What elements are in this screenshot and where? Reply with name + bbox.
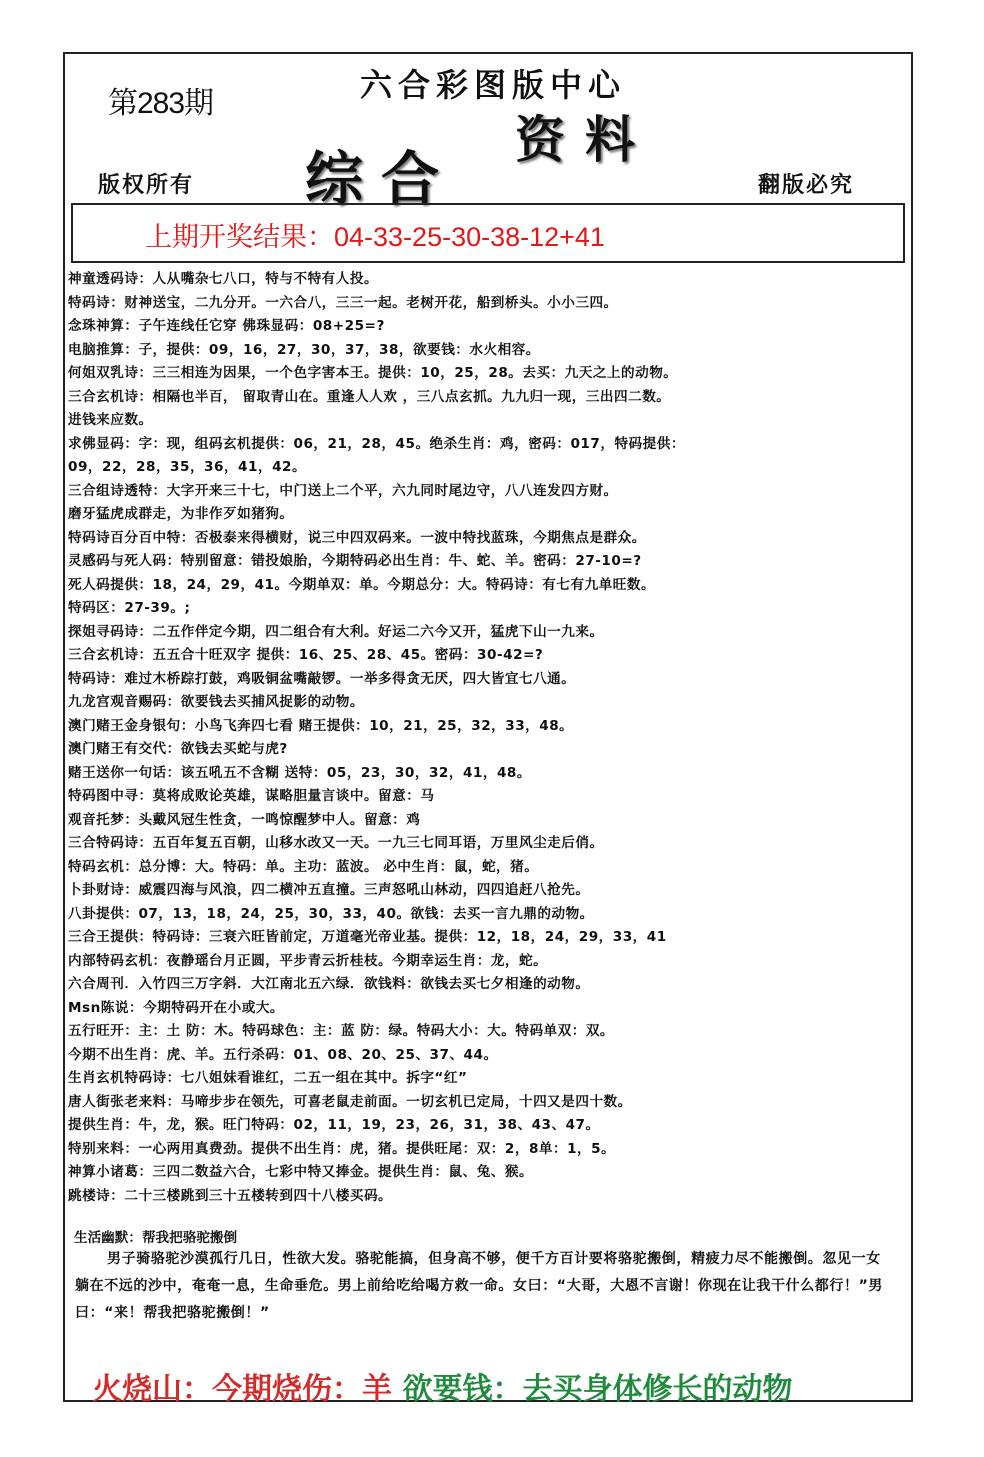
content-line: 澳门赌王金身银句：小鸟飞奔四七看 赌王提供：10，21，25，32，33，48。 (68, 717, 574, 734)
content-line: 特码诗：财神送宝，二九分开。一六合八，三三一起。老树开花，船到桥头。小小三四。 (68, 294, 618, 311)
content-line: Msn陈说：今期特码开在小或大。 (68, 999, 285, 1016)
content-line: 今期不出生肖：虎、羊。五行杀码：01、08、20、25、37、44。 (68, 1046, 498, 1063)
copyright-note: 版权所有 (98, 172, 195, 198)
content-line: 特码区：27-39。; (68, 600, 191, 616)
main-title-part-2: 资料 (515, 110, 655, 169)
content-line: 卜卦财诗：威震四海与风浪，四二横冲五直撞。三声怒吼山林动，四四追赶八抢先。 (68, 882, 590, 898)
content-line: 念珠神算：子午连线任它穿 佛珠显码：08+25=? (68, 318, 385, 334)
content-line: 八卦提供：07，13，18，24，25，30，33，40。欲钱：去买一言九鼎的动物。 (68, 905, 594, 922)
content-line: 三合玄机诗：相隔也半百， 留取青山在。重逢人人欢 ，三八点玄抓。九九归一现，三出四二数。 (68, 388, 671, 405)
content-line: 生肖玄机特码诗：七八姐妹看谁红，二五一组在其中。拆字“红” (68, 1070, 468, 1086)
content-line: 特码诗百分百中特：否极泰来得横财，说三中四双码来。一波中特找蓝珠，今期焦点是群众。 (68, 529, 646, 546)
content-line: 赌王送你一句话：该五吼五不含糊 送特：05，23，30，32，41，48。 (68, 764, 531, 781)
content-line: 死人码提供：18，24，29，41。今期单双：单。今期总分：大。特码诗：有七有九单旺数。 (68, 576, 656, 593)
content-line: 五行旺开：主：土 防：木。特码球色：主：蓝 防：绿。特码大小：大。特码单双：双。 (68, 1023, 615, 1039)
content-lines (68, 268, 908, 1208)
content-line: 三合组诗透特：大字开来三十七，中门送上二个平，六九同时尾边守，八八连发四方财。 (68, 482, 618, 499)
content-line: 何姐双乳诗：三三相连为因果，一个色字害本王。提供：10，25，28。去买：九天之上的动物。 (68, 365, 678, 381)
content-line: 三合王提供：特码诗：三衰六旺皆前定，万道毫光帝业基。提供：12，18，24，29，33，41 (68, 929, 667, 945)
content-line: 跳楼诗：二十三楼跳到三十五楼转到四十八楼买码。 (68, 1187, 393, 1204)
footer-red-text: 火烧山：今期烧伤：羊 (92, 1372, 403, 1407)
content-line: 澳门赌王有交代：欲钱去买蛇与虎? (68, 741, 288, 757)
content-line: 磨牙猛虎成群走，为非作歹如猪狗。 (68, 506, 294, 522)
content-line: 电脑推算：子，提供：09，16，27，30，37，38，欲要钱：水火相容。 (68, 341, 540, 358)
content-line: 六合周刊．入竹四三万字斜．大江南北五六绿．欲钱料：欲钱去买七夕相逢的动物。 (68, 976, 590, 992)
content-line: 神童透码诗：人从嘴杂七八口，特与不特有人投。 (68, 271, 379, 287)
content-line: 神算小诸葛：三四二数益六合，七彩中特又捧金。提供生肖：鼠、兔、猴。 (68, 1164, 534, 1180)
content-line: 探姐寻码诗：二五作伴定今期，四二组合有大利。好运二六今又开，猛虎下山一九来。 (68, 623, 604, 640)
content-line: 观音托梦：头戴风冠生性贪，一鸣惊醒梦中人。留意：鸡 (68, 811, 421, 828)
content-line: 三合特码诗：五百年复五百朝，山移水改又一天。一九三七同耳语，万里风尘走后俏。 (68, 835, 604, 851)
last-result-text: 上期开奖结果：04-33-25-30-38-12+41 (145, 222, 605, 252)
content-line: 进钱来应数。 (68, 412, 153, 428)
content-line: 求佛显码：字：现，组码玄机提供：06，21，28，45。绝杀生肖：鸡，密码：017，特码提供： (68, 435, 685, 452)
content-line: 灵感码与死人码：特别留意：错投娘胎，今期特码必出生肖：牛、蛇、羊。密码：27-10=? (68, 553, 642, 569)
content-line: 特别来料：一心两用真费劲。提供不出生肖：虎，猪。提供旺尾：双：2，8单：1，5。 (68, 1140, 616, 1157)
footer-green-text: 欲要钱：去买身体修长的动物 (402, 1372, 793, 1407)
content-line: 内部特码玄机：夜静瑶台月正圆，平步青云折桂枝。今期幸运生肖：龙，蛇。 (68, 952, 548, 969)
issue-number: 第283期 (108, 87, 214, 120)
content-line: 提供生肖：牛，龙，猴。旺门特码：02，11，19，23，26，31，38、43、47。 (68, 1117, 600, 1133)
content-line: 唐人街张老来料：马啼步步在领先，可喜老鼠走前面。一切玄机已定局，十四又是四十数。 (68, 1093, 632, 1110)
content-line: 特码图中寻：莫将成败论英雄，谋略胆量言谈中。留意：马 (68, 788, 435, 804)
story-body: 男子骑骆驼沙漠孤行几日，性欲大发。骆驼能搞，但身高不够，便千方百计要将骆驼搬倒，精疲力尽不能搬倒。忽见一女躺在不远的沙中，奄奄一息，生命垂危。男上前给吃给喝方救一命。女曰：“大哥，大恩不言谢！你现在让我干什么都行！”男曰：“来！帮我把骆驼搬倒！” (75, 1251, 883, 1321)
footer-banner (92, 1364, 792, 1408)
main-title-part-1: 综合 (305, 145, 458, 213)
content-line: 九龙宫观音赐码：欲要钱去买捕风捉影的动物。 (68, 694, 364, 710)
content-line: 特码诗：难过木桥踪打鼓，鸡吸铜盆嘴敲锣。一举多得贪无厌，四大皆宜七八通。 (68, 670, 576, 687)
piracy-note: 翻版必究 (758, 172, 855, 198)
content-line: 特码玄机：总分博：大。特码：单。主功：蓝波。 必中生肖：鼠，蛇，猪。 (68, 858, 539, 875)
story-title: 生活幽默：帮我把骆驼搬倒 (74, 1230, 238, 1246)
content-line: 三合玄机诗：五五合十旺双字 提供：16、25、28、45。密码：30-42=? (68, 647, 544, 663)
content-line: 09，22，28，35，36，41，42。 (68, 459, 307, 475)
center-title: 六合彩图版中心 (360, 66, 627, 104)
